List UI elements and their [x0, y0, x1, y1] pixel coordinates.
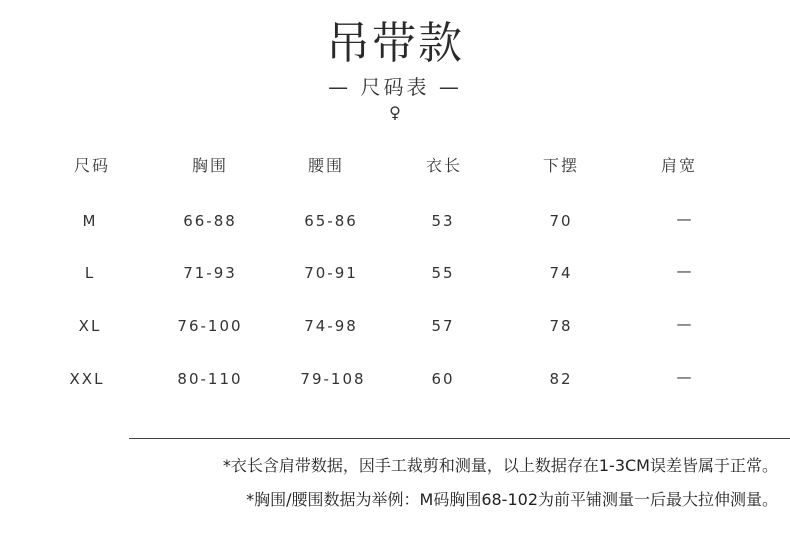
- table-cell-waist: 70-91: [304, 264, 358, 282]
- column-header-length: 衣长: [425, 156, 462, 175]
- table-cell-size: M: [82, 212, 98, 230]
- divider: [129, 438, 790, 439]
- table-cell-bust: 76-100: [177, 317, 243, 335]
- table-cell-length: 55: [431, 264, 455, 282]
- table-cell-bust: 66-88: [183, 212, 237, 230]
- note-measurement-error: *衣长含肩带数据，因手工裁剪和测量，以上数据存在1-3CM误差皆属于正常。: [222, 456, 778, 475]
- table-cell-waist: 65-86: [304, 212, 358, 230]
- column-header-waist: 腰围: [307, 156, 344, 175]
- female-symbol-icon: ♀: [389, 103, 401, 122]
- table-cell-waist: 79-108: [300, 370, 366, 388]
- column-header-hem: 下摆: [542, 156, 579, 175]
- table-cell-hem: 70: [549, 212, 573, 230]
- table-cell-shoulder: —: [676, 262, 694, 280]
- page-title: 吊带款: [326, 18, 464, 69]
- table-cell-size: XL: [78, 317, 102, 335]
- table-cell-hem: 82: [549, 370, 573, 388]
- note-bust-waist-example: *胸围/腰围数据为举例：M码胸围68-102为前平铺测量一后最大拉伸测量。: [246, 490, 778, 509]
- column-header-size: 尺码: [73, 156, 110, 175]
- table-cell-shoulder: —: [676, 315, 694, 333]
- table-cell-length: 53: [431, 212, 455, 230]
- column-header-bust: 胸围: [191, 156, 228, 175]
- table-cell-hem: 74: [549, 264, 573, 282]
- table-cell-shoulder: —: [676, 368, 694, 386]
- table-cell-size: XXL: [69, 370, 105, 388]
- table-cell-length: 60: [431, 370, 455, 388]
- table-cell-bust: 80-110: [177, 370, 243, 388]
- page-subtitle: — 尺码表 —: [328, 75, 462, 99]
- table-cell-waist: 74-98: [304, 317, 358, 335]
- table-cell-size: L: [84, 264, 96, 282]
- table-cell-shoulder: —: [676, 210, 694, 228]
- table-cell-bust: 71-93: [183, 264, 237, 282]
- table-cell-hem: 78: [549, 317, 573, 335]
- column-header-shoulder: 肩宽: [660, 156, 697, 175]
- table-cell-length: 57: [431, 317, 455, 335]
